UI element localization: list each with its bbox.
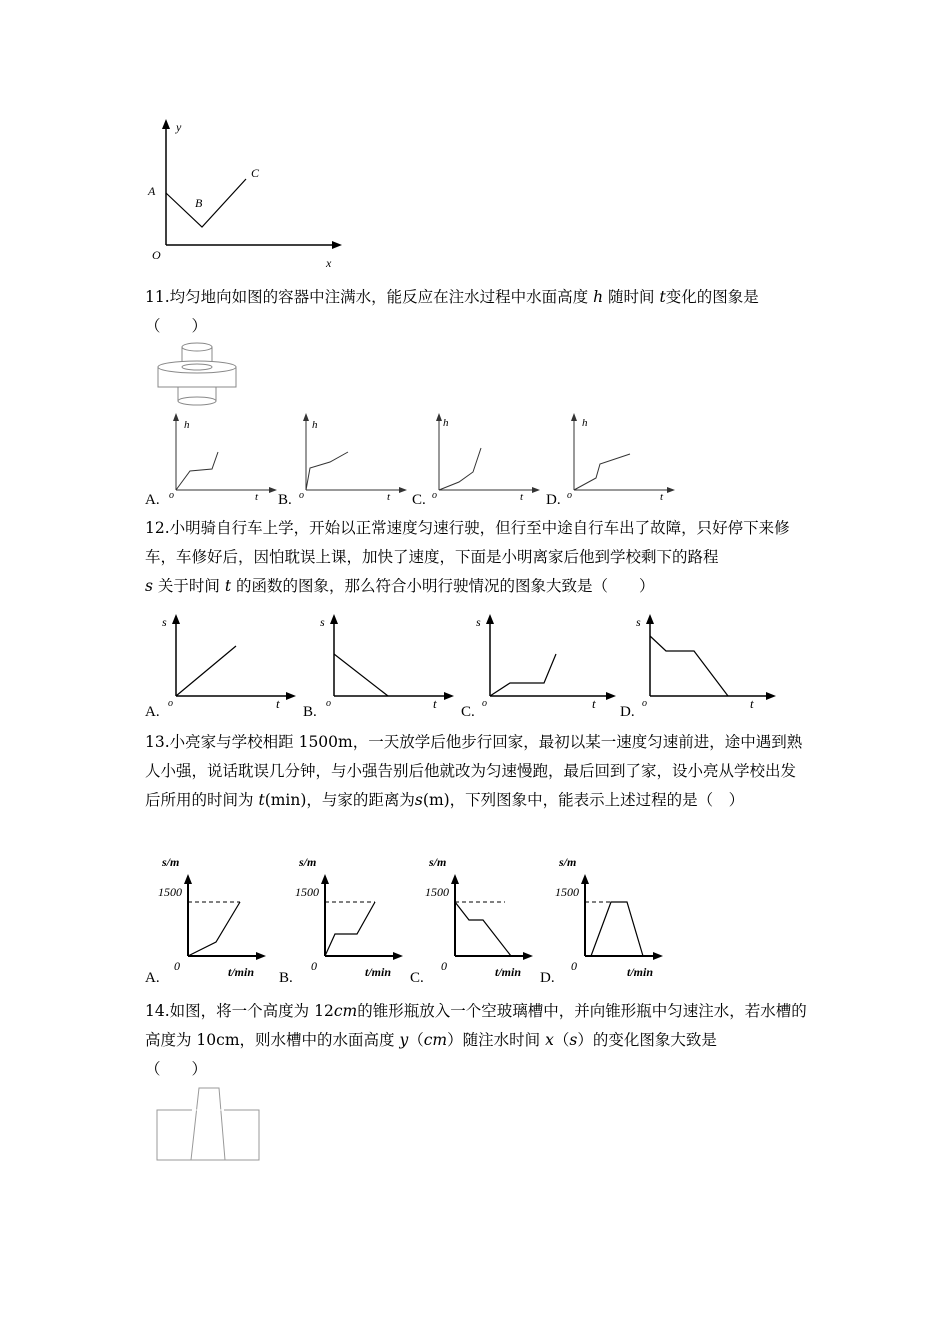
axis-label-x: x — [326, 256, 332, 270]
graph-line-abc — [166, 179, 246, 227]
q11-option-c-graph — [425, 408, 545, 503]
svg-text:o: o — [432, 490, 437, 501]
q12-option-b-graph — [318, 608, 458, 708]
svg-text:o: o — [169, 490, 174, 501]
svg-text:t/min: t/min — [228, 965, 255, 979]
svg-text:t: t — [520, 491, 524, 503]
option-a-line — [188, 902, 240, 956]
svg-text:0: 0 — [311, 959, 317, 973]
option-a-line — [176, 646, 236, 696]
svg-text:o: o — [642, 698, 647, 708]
svg-text:1500: 1500 — [295, 885, 319, 899]
question-12-text: 12.小明骑自行车上学，开始以正常速度匀速行驶，但行至中途自行车出了故障，只好停下来修车，车修好后，因怕耽误上课，加快了速度，下面是小明离家后他到学校剩下的路程 s 关于时间 t 的函数的图象，那么符合小明行驶情况的图象大致是（ ） — [145, 519, 790, 595]
svg-text:s: s — [162, 615, 167, 629]
q10-graph-figure — [140, 115, 360, 275]
svg-text:t/min: t/min — [627, 965, 654, 979]
question-13-text: 13.小亮家与学校相距 1500m，一天放学后他步行回家，最初以某一速度匀速前进，途中遇到熟人小强，说话耽误几分钟，与小强告别后他就改为匀速慢跑，最后回到了家，设小亮从学校出发后所用的时间为 t(min)，与家的距离为s(m)，下列图象中，能表示上述过程的是（ ） — [145, 733, 803, 809]
svg-text:s/m: s/m — [162, 855, 180, 869]
svg-text:h: h — [582, 417, 588, 429]
origin-label: O — [152, 248, 161, 262]
svg-text:h: h — [312, 419, 318, 431]
svg-text:0: 0 — [571, 959, 577, 973]
svg-text:o: o — [299, 490, 304, 501]
option-c-curve — [439, 448, 481, 490]
option-d-line — [591, 902, 643, 956]
svg-text:1500: 1500 — [555, 885, 579, 899]
svg-text:t: t — [387, 491, 391, 503]
option-c-line — [455, 902, 511, 956]
svg-text:s: s — [636, 615, 641, 629]
svg-text:t: t — [276, 696, 280, 708]
point-label-c: C — [251, 166, 260, 180]
q11-container-figure — [150, 342, 245, 407]
q11-option-d-label[interactable]: D. — [546, 492, 561, 508]
option-d-curve — [574, 454, 630, 490]
point-label-b: B — [195, 196, 203, 210]
q12-option-a-graph — [160, 608, 300, 708]
q12-option-b-label[interactable]: B. — [303, 704, 317, 720]
option-d-line — [650, 636, 728, 696]
svg-text:1500: 1500 — [425, 885, 449, 899]
option-a-curve — [176, 452, 218, 490]
svg-text:s: s — [476, 615, 481, 629]
q13-option-b-label[interactable]: B. — [279, 970, 293, 986]
svg-text:s: s — [320, 615, 325, 629]
svg-text:s/m: s/m — [559, 855, 577, 869]
option-b-curve — [306, 452, 348, 490]
svg-text:o: o — [567, 490, 572, 501]
q11-option-b-label[interactable]: B. — [278, 492, 292, 508]
q11-option-c-label[interactable]: C. — [412, 492, 426, 508]
q11-option-a-label[interactable]: A. — [145, 492, 160, 508]
q13-option-d-graph — [555, 852, 670, 980]
q13-option-d-label[interactable]: D. — [540, 970, 555, 986]
question-14-text: 14.如图，将一个高度为 12cm的锥形瓶放入一个空玻璃槽中，并向锥形瓶中匀速注水，若水槽的高度为 10cm，则水槽中的水面高度 y（cm）随注水时间 x（s）的变化图象大致是 （ ） — [145, 1002, 807, 1078]
svg-text:1500: 1500 — [158, 885, 182, 899]
q11-option-a-graph — [162, 408, 282, 503]
q11-option-d-graph — [560, 408, 680, 503]
svg-text:o: o — [168, 698, 173, 708]
svg-text:t/min: t/min — [365, 965, 392, 979]
svg-text:t: t — [660, 491, 664, 503]
option-c-line — [490, 654, 556, 696]
x-axis-arrow-icon — [332, 241, 342, 249]
q13-option-c-graph — [425, 852, 540, 980]
q12-option-c-graph — [474, 608, 619, 708]
svg-text:t: t — [433, 696, 437, 708]
q13-option-a-label[interactable]: A. — [145, 970, 160, 986]
svg-text:s/m: s/m — [299, 855, 317, 869]
axis-label-y: y — [176, 120, 182, 134]
svg-text:0: 0 — [174, 959, 180, 973]
svg-text:t: t — [750, 696, 754, 708]
q12-option-c-label[interactable]: C. — [461, 704, 475, 720]
conical-flask — [191, 1088, 225, 1160]
q12-option-d-graph — [634, 608, 779, 708]
svg-text:o: o — [482, 698, 487, 708]
svg-text:h: h — [184, 419, 190, 431]
svg-text:t: t — [255, 491, 259, 503]
q12-option-a-label[interactable]: A. — [145, 704, 160, 720]
svg-text:h: h — [443, 417, 449, 429]
option-b-line — [325, 902, 375, 956]
svg-text:t: t — [592, 696, 596, 708]
q11-option-b-graph — [292, 408, 412, 503]
q12-option-d-label[interactable]: D. — [620, 704, 635, 720]
q13-option-b-graph — [295, 852, 410, 980]
svg-text:t/min: t/min — [495, 965, 522, 979]
svg-text:0: 0 — [441, 959, 447, 973]
y-axis-arrow-icon — [162, 119, 170, 129]
q14-flask-tank-figure — [155, 1084, 265, 1164]
q13-option-c-label[interactable]: C. — [410, 970, 424, 986]
option-b-line — [334, 654, 388, 696]
point-label-a: A — [148, 184, 156, 198]
svg-text:o: o — [326, 698, 331, 708]
question-11-text: 11.均匀地向如图的容器中注满水，能反应在注水过程中水面高度 h 随时间 t变化的图象是 （ ） — [145, 288, 759, 335]
q13-option-a-graph — [158, 852, 273, 980]
svg-text:s/m: s/m — [429, 855, 447, 869]
